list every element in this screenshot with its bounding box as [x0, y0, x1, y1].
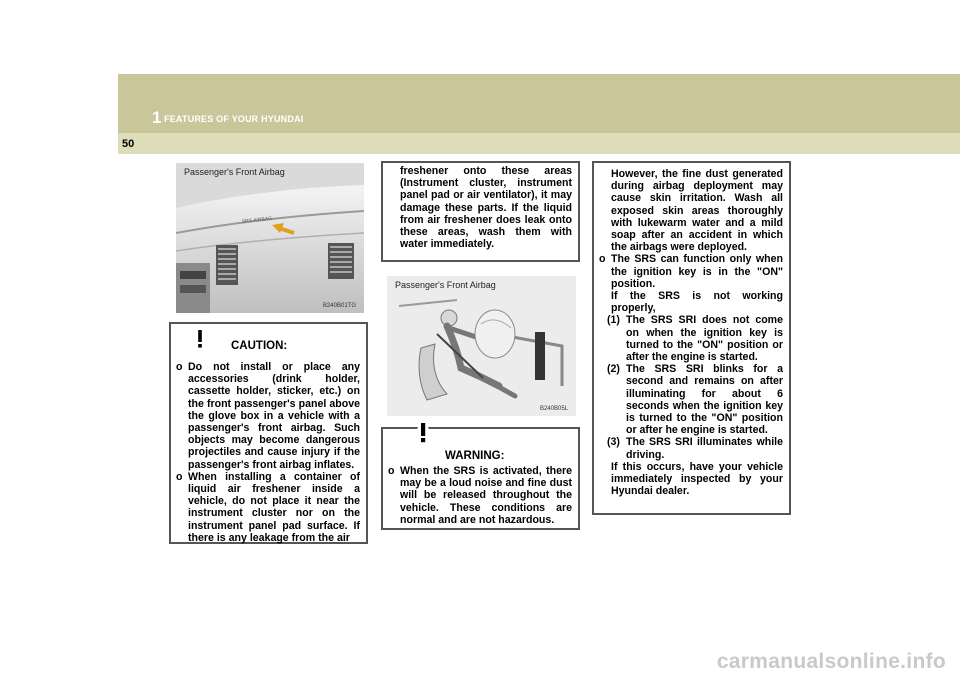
- warning-box: [381, 427, 580, 530]
- srs-item-2: (2) The SRS SRI blinks for a second and remains on after illuminating for about 6 seconds when the ignition key is turned to the "ON" position or after he engine is started.: [607, 363, 783, 437]
- dealer-paragraph: If this occurs, have your vehicle immediately inspected by your Hyundai dealer.: [611, 460, 783, 498]
- srs-item-3: (3) The SRS SRI illuminates while driving.: [607, 436, 783, 461]
- warning-item-1: o When the SRS is activated, there may be a loud noise and fine dust will be released throughout the vehicle. These conditions are normal and are not hazardous.: [388, 465, 572, 526]
- warning-triangle-icon: [408, 417, 438, 445]
- bullet-marker: o: [176, 470, 183, 483]
- srs-info-box: [592, 161, 791, 515]
- continuation-box: [381, 161, 580, 262]
- watermark: carmanualsonline.info: [716, 650, 946, 673]
- srs-ignition-bullet: o The SRS can function only when the ignition key is in the "ON" position.: [599, 253, 783, 290]
- warning-header: [383, 429, 578, 466]
- caution-title: CAUTION:: [231, 340, 288, 352]
- caution-triangle-icon: [187, 326, 213, 350]
- warning-list: [383, 465, 578, 526]
- srs-info-text: [594, 168, 783, 497]
- caution-item-2: o When installing a container of liquid air freshener inside a vehicle, do not place it near the instrument cluster nor on the instrument panel pad surface. If there is any leakage from the air: [176, 470, 360, 544]
- caution-list: [171, 361, 366, 544]
- airbag-panel-label: SRS AIRBAG: [241, 215, 273, 225]
- dashboard-illustration: [176, 163, 364, 313]
- dust-paragraph: However, the fine dust generated during airbag deployment may cause skin irritation. Wash all exposed skin areas thoroughly with lukewarm water and a mild soap after an accident in which the airbags were deployed.: [611, 168, 783, 254]
- srs-not-working-lead: If the SRS is not working properly,: [611, 290, 783, 315]
- bullet-marker: o: [176, 361, 183, 373]
- caution-box: [169, 322, 368, 544]
- passenger-airbag-image: [387, 276, 576, 416]
- continuation-text: freshener onto these areas (Instrument cluster, instrument panel pad or air ventilator), it may damage these parts. If the liquid from air freshener does leak onto these areas, wash them with water immediately.: [400, 165, 572, 251]
- bullet-marker: o: [599, 253, 606, 266]
- warning-title: WARNING:: [445, 450, 505, 462]
- bullet-marker: o: [388, 465, 395, 477]
- dashboard-airbag-image: [176, 163, 364, 313]
- header-strip: [118, 133, 960, 154]
- chapter-title: FEATURES OF YOUR HYUNDAI: [164, 114, 304, 124]
- figure-code: B240B05L: [539, 406, 568, 412]
- page-number: 50: [122, 138, 135, 150]
- header-band: [118, 74, 960, 133]
- caution-item-1: o Do not install or place any accessories (drink holder, cassette holder, sticker, etc.) on the front passenger's panel above the glove box in a vehicle with a passenger's front airbag. Such objects may become dangerous projectiles and cause injury if the passenger's front airbag inflates.: [176, 361, 360, 471]
- chapter-number: 1: [152, 108, 162, 127]
- airbag-deployment-illustration: [387, 276, 576, 416]
- figure-code: B240B01TG: [322, 303, 356, 309]
- srs-item-1: (1) The SRS SRI does not come on when the ignition key is turned to the "ON" position or after the engine is started.: [607, 314, 783, 364]
- figure-caption: Passenger's Front Airbag: [184, 167, 285, 177]
- figure-caption: Passenger's Front Airbag: [395, 280, 496, 290]
- caution-header: [171, 324, 366, 362]
